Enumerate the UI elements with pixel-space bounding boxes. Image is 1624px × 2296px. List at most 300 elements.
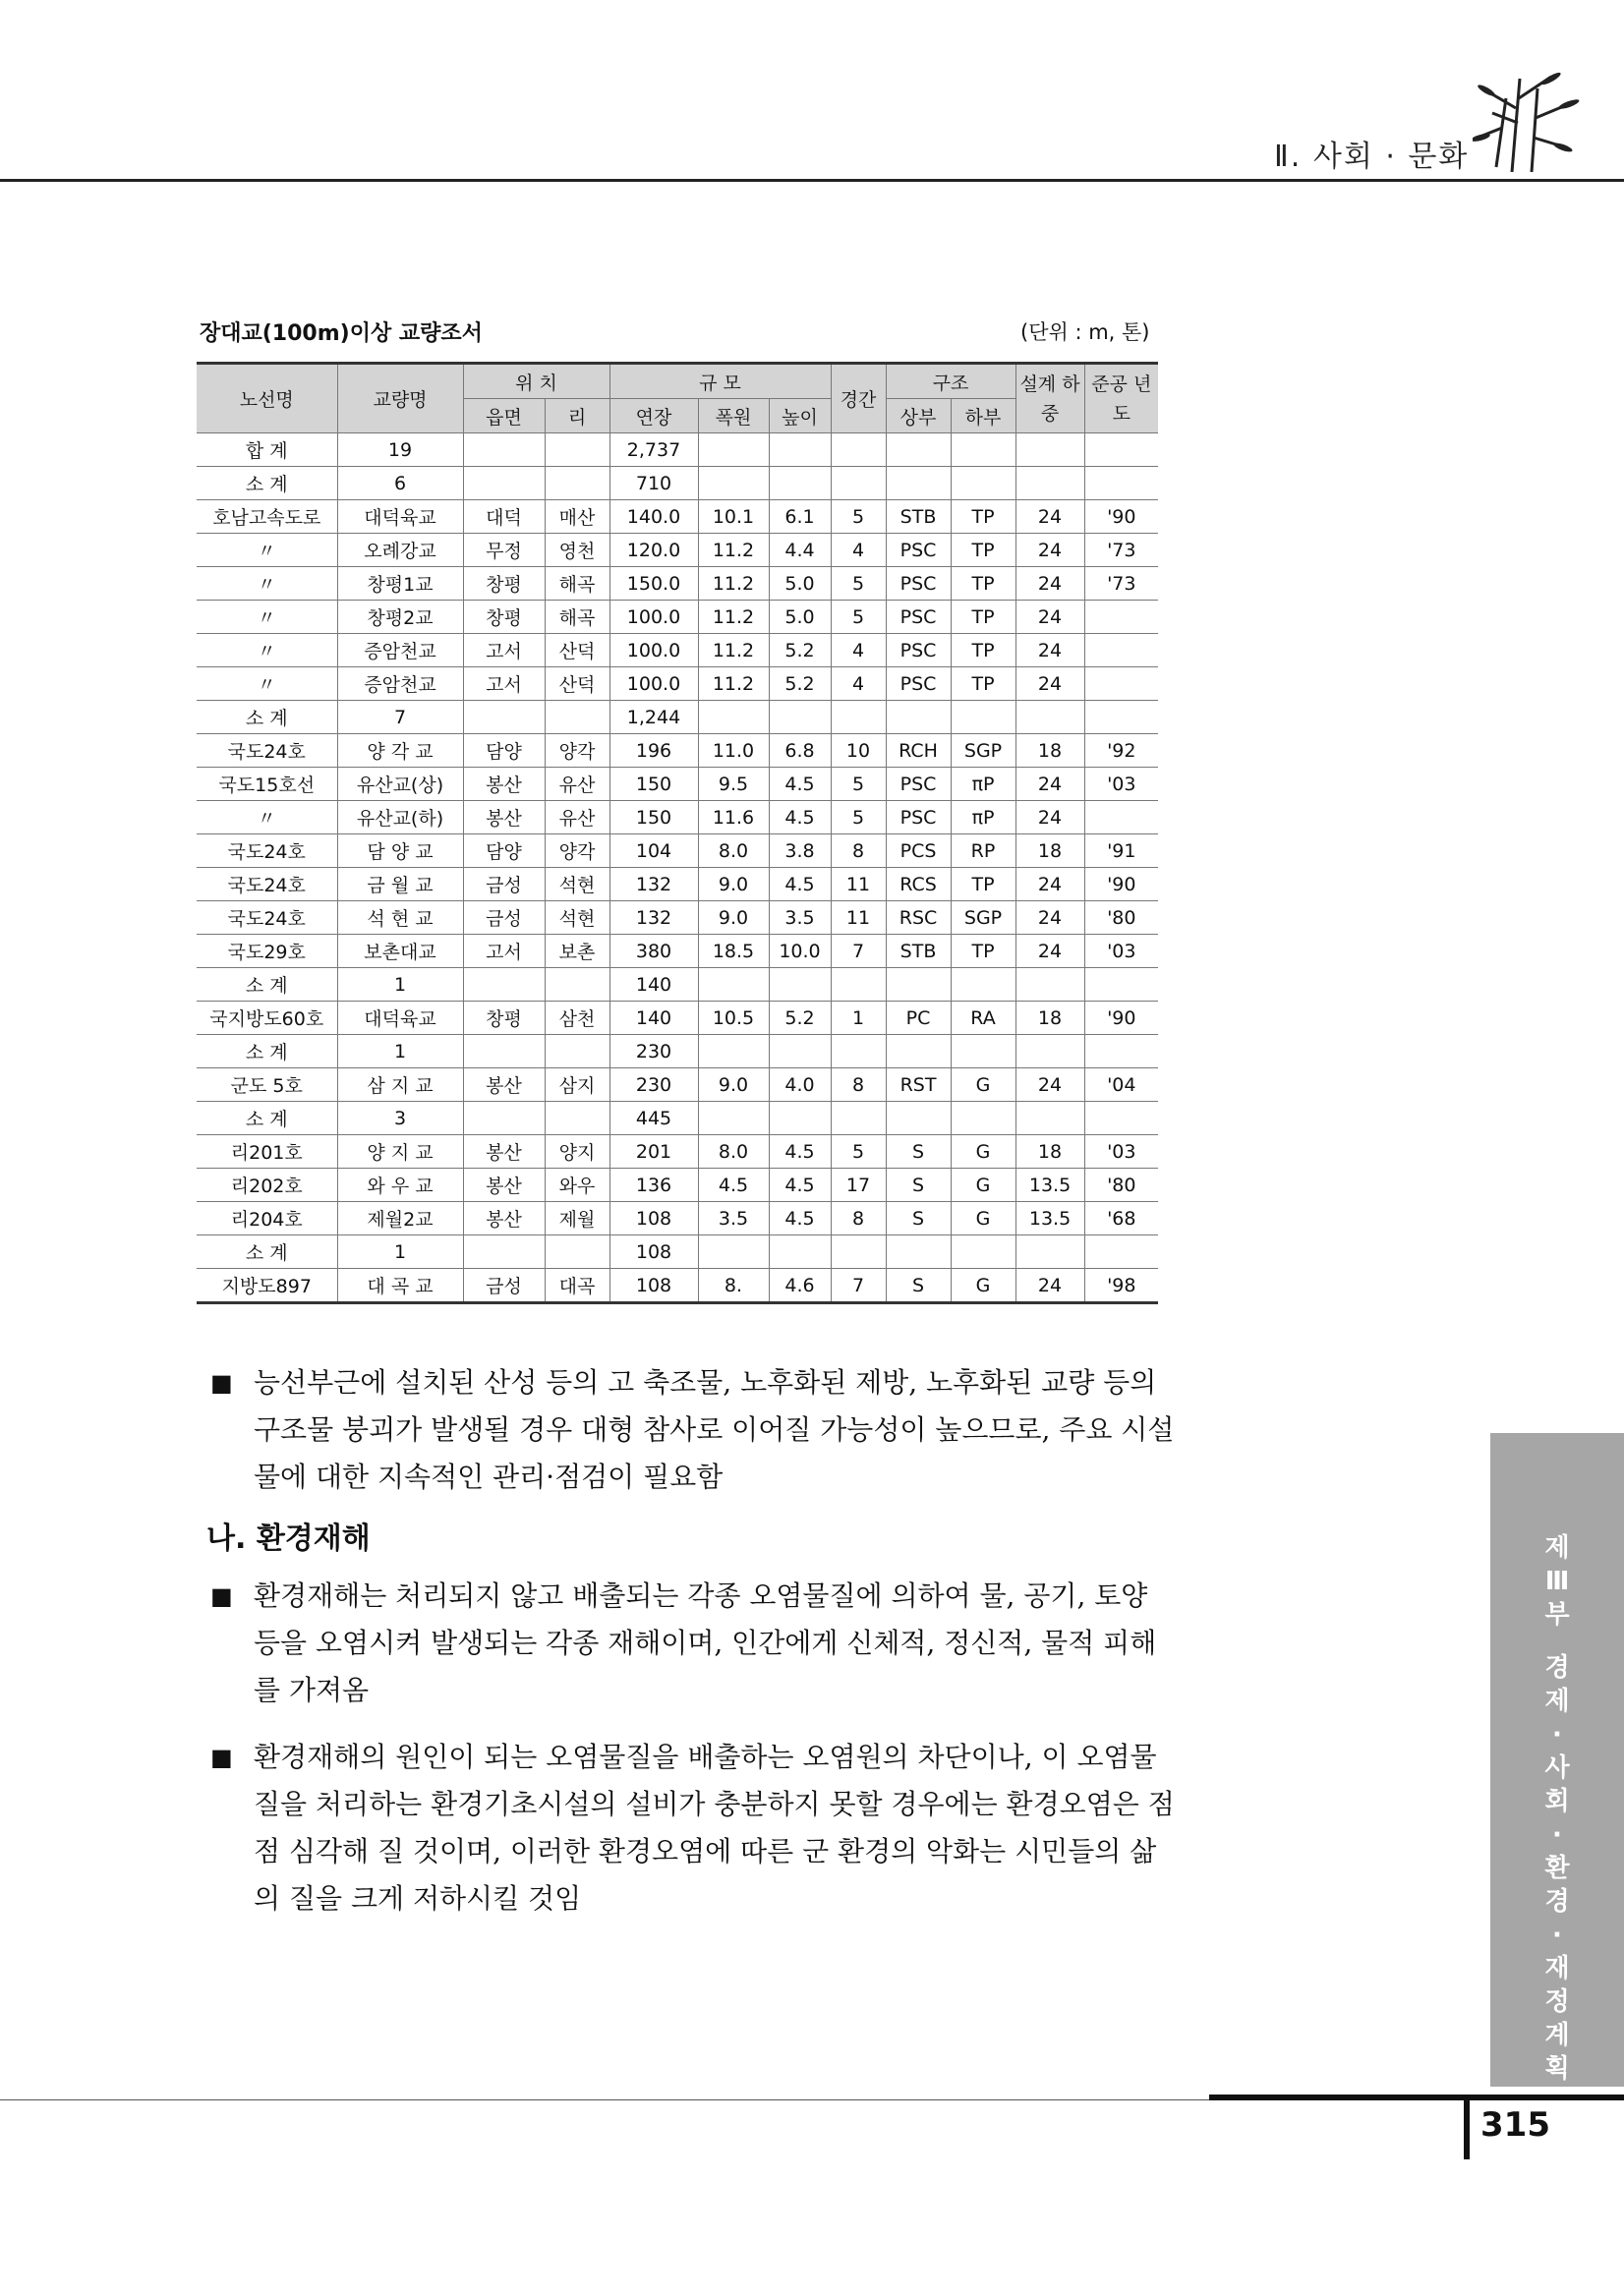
table-cell: 창평 xyxy=(463,601,545,634)
table-cell: 5 xyxy=(831,1135,886,1169)
table-row xyxy=(197,701,1158,734)
table-cell: G xyxy=(951,1269,1015,1303)
table-cell: 삼 지 교 xyxy=(337,1068,463,1102)
table-cell: πP xyxy=(951,801,1015,834)
bullet-square-icon: ■ xyxy=(210,1744,233,1771)
table-cell: 108 xyxy=(609,1235,698,1269)
table-cell: 150 xyxy=(609,801,698,834)
table-cell: 산덕 xyxy=(545,667,609,701)
table-cell: πP xyxy=(951,768,1015,801)
table-cell: 소 계 xyxy=(197,1035,337,1068)
table-cell: 120.0 xyxy=(609,534,698,567)
table-cell: 3.8 xyxy=(769,834,831,868)
table-cell: 7 xyxy=(831,1269,886,1303)
table-row xyxy=(197,1169,1158,1202)
table-cell: 4.4 xyxy=(769,534,831,567)
table-cell: '03 xyxy=(1084,935,1158,968)
table-cell: 양각 xyxy=(545,734,609,768)
table-cell: TP xyxy=(951,868,1015,901)
table-cell: 100.0 xyxy=(609,601,698,634)
table-cell xyxy=(545,968,609,1002)
table-cell xyxy=(1015,1235,1084,1269)
table-cell xyxy=(769,433,831,467)
table-cell: RSC xyxy=(886,901,951,935)
table-cell: '90 xyxy=(1084,868,1158,901)
table-cell: 삼천 xyxy=(545,1002,609,1035)
table-cell: G xyxy=(951,1068,1015,1102)
table-cell: 양 각 교 xyxy=(337,734,463,768)
table-cell: PSC xyxy=(886,667,951,701)
table-cell: 〃 xyxy=(197,801,337,834)
header-design-load: 설계 하중 xyxy=(1015,364,1084,433)
table-cell: 13.5 xyxy=(1015,1202,1084,1235)
table-cell: 3 xyxy=(337,1102,463,1135)
table-row xyxy=(197,1035,1158,1068)
table-cell: 해곡 xyxy=(545,567,609,601)
table-cell: PCS xyxy=(886,834,951,868)
table-cell xyxy=(831,968,886,1002)
table-row xyxy=(197,1235,1158,1269)
table-cell xyxy=(463,968,545,1002)
table-cell: 금성 xyxy=(463,901,545,935)
table-cell xyxy=(769,1035,831,1068)
table-cell: 대덕육교 xyxy=(337,500,463,534)
table-cell: 24 xyxy=(1015,667,1084,701)
table-cell: RST xyxy=(886,1068,951,1102)
table-cell: 국지방도60호 xyxy=(197,1002,337,1035)
table-cell: 군도 5호 xyxy=(197,1068,337,1102)
table-cell xyxy=(1084,634,1158,667)
table-cell: 고서 xyxy=(463,935,545,968)
table-cell: 11.2 xyxy=(698,634,769,667)
table-cell: RCS xyxy=(886,868,951,901)
side-tab-char xyxy=(1490,1632,1624,1651)
side-tab-char: 정 xyxy=(1544,1987,1570,2017)
table-cell: 4 xyxy=(831,534,886,567)
table-cell: 5.2 xyxy=(769,667,831,701)
table-cell: 11 xyxy=(831,868,886,901)
table-cell: 봉산 xyxy=(463,1068,545,1102)
header-width: 폭원 xyxy=(698,399,769,433)
table-cell: 리202호 xyxy=(197,1169,337,1202)
table-cell: 보촌대교 xyxy=(337,935,463,968)
header-location: 위 치 xyxy=(463,364,609,399)
table-cell: 봉산 xyxy=(463,801,545,834)
table-cell: PSC xyxy=(886,601,951,634)
table-cell xyxy=(1084,1235,1158,1269)
side-tab-char: Ⅲ xyxy=(1544,1567,1570,1596)
table-cell: 양지 xyxy=(545,1135,609,1169)
table-cell: 담양 xyxy=(463,834,545,868)
table-cell: 석현 xyxy=(545,901,609,935)
table-cell: 5 xyxy=(831,768,886,801)
table-cell: 고서 xyxy=(463,634,545,667)
table-cell: SGP xyxy=(951,901,1015,935)
table-cell xyxy=(698,433,769,467)
table-cell: 18 xyxy=(1015,834,1084,868)
page-number-bar xyxy=(1464,2100,1470,2159)
table-cell: 호남고속도로 xyxy=(197,500,337,534)
table-row xyxy=(197,1135,1158,1169)
side-tab-char: 계 xyxy=(1544,2021,1570,2050)
table-cell: 소 계 xyxy=(197,1235,337,1269)
table-cell xyxy=(1084,601,1158,634)
table-cell: 11.2 xyxy=(698,601,769,634)
table-cell: 9.0 xyxy=(698,901,769,935)
table-cell: 보촌 xyxy=(545,935,609,968)
side-tab-char: 환 xyxy=(1544,1854,1570,1883)
table-cell xyxy=(698,1035,769,1068)
table-cell xyxy=(698,1235,769,1269)
table-cell: 24 xyxy=(1015,601,1084,634)
table-cell: 대덕육교 xyxy=(337,1002,463,1035)
table-cell: 국도15호선 xyxy=(197,768,337,801)
table-cell: '92 xyxy=(1084,734,1158,768)
table-cell: 5 xyxy=(831,500,886,534)
table-cell: G xyxy=(951,1169,1015,1202)
table-cell: 창평1교 xyxy=(337,567,463,601)
table-cell xyxy=(886,1235,951,1269)
table-cell: 〃 xyxy=(197,601,337,634)
table-row xyxy=(197,1102,1158,1135)
table-cell xyxy=(1084,1102,1158,1135)
table-cell xyxy=(769,968,831,1002)
table-cell: '80 xyxy=(1084,1169,1158,1202)
table-cell: 380 xyxy=(609,935,698,968)
table-cell xyxy=(769,1102,831,1135)
table-cell: 소 계 xyxy=(197,467,337,500)
table-cell xyxy=(831,701,886,734)
table-cell: 창평2교 xyxy=(337,601,463,634)
header-ri: 리 xyxy=(545,399,609,433)
table-cell xyxy=(831,1235,886,1269)
table-row xyxy=(197,968,1158,1002)
table-cell: 10.0 xyxy=(769,935,831,968)
table-cell: 8 xyxy=(831,1202,886,1235)
table-cell: STB xyxy=(886,935,951,968)
table-cell xyxy=(886,701,951,734)
paragraph-1: 능선부근에 설치된 산성 등의 고 축조물, 노후화된 제방, 노후화된 교량 등의 구조물 붕괴가 발생될 경우 대형 참사로 이어질 가능성이 높으므로, 주요 시설물에 대한 지속적인 관리·점검이 필요함 xyxy=(254,1366,1175,1493)
table-cell: '04 xyxy=(1084,1068,1158,1102)
table-cell: 6.1 xyxy=(769,500,831,534)
table-cell: 금성 xyxy=(463,868,545,901)
table-cell: 8. xyxy=(698,1269,769,1303)
table-row xyxy=(197,467,1158,500)
table-cell: 4.0 xyxy=(769,1068,831,1102)
side-tab-char: 획 xyxy=(1544,2054,1570,2084)
table-cell: 24 xyxy=(1015,567,1084,601)
table-cell: PC xyxy=(886,1002,951,1035)
table-cell: 5 xyxy=(831,601,886,634)
table-row xyxy=(197,901,1158,935)
table-cell: 1 xyxy=(337,968,463,1002)
table-cell: 리201호 xyxy=(197,1135,337,1169)
table-cell: 24 xyxy=(1015,634,1084,667)
table-cell: 24 xyxy=(1015,901,1084,935)
table-cell: 445 xyxy=(609,1102,698,1135)
table-cell: 1 xyxy=(831,1002,886,1035)
table-cell: 140 xyxy=(609,968,698,1002)
table-cell xyxy=(769,1235,831,1269)
table-cell: 리204호 xyxy=(197,1202,337,1235)
table-cell xyxy=(1015,1035,1084,1068)
table-cell xyxy=(951,968,1015,1002)
table-cell: 봉산 xyxy=(463,1135,545,1169)
table-row xyxy=(197,1269,1158,1303)
table-cell: 4.6 xyxy=(769,1269,831,1303)
table-cell: 와우 xyxy=(545,1169,609,1202)
table-cell: 유산 xyxy=(545,801,609,834)
paragraph-3: 환경재해의 원인이 되는 오염물질을 배출하는 오염원의 차단이나, 이 오염물질을 처리하는 환경기초시설의 설비가 충분하지 못할 경우에는 환경오염은 점점 심각해 질 것이며, 이러한 환경오염에 따른 군 환경의 악화는 시민들의 삶의 질을 크게 저하시킬 것임 xyxy=(254,1741,1175,1915)
table-cell: 대덕 xyxy=(463,500,545,534)
footer-rule-bold xyxy=(1209,2095,1624,2100)
table-cell xyxy=(769,467,831,500)
table-cell: 136 xyxy=(609,1169,698,1202)
table-row xyxy=(197,734,1158,768)
table-cell xyxy=(1015,1102,1084,1135)
table-cell: G xyxy=(951,1135,1015,1169)
table-cell xyxy=(463,1235,545,1269)
table-cell: 104 xyxy=(609,834,698,868)
table-cell xyxy=(463,467,545,500)
table-row xyxy=(197,801,1158,834)
table-cell: 18.5 xyxy=(698,935,769,968)
table-title: 장대교(100m)이상 교량조서 xyxy=(200,321,483,346)
table-cell xyxy=(1084,1035,1158,1068)
table-row xyxy=(197,567,1158,601)
table-cell: 140 xyxy=(609,1002,698,1035)
table-row xyxy=(197,1068,1158,1102)
paragraph-3-block xyxy=(210,1734,1178,1923)
table-cell: 해곡 xyxy=(545,601,609,634)
table-cell xyxy=(463,701,545,734)
table-cell: '68 xyxy=(1084,1202,1158,1235)
table-cell: 대 곡 교 xyxy=(337,1269,463,1303)
table-cell: 합 계 xyxy=(197,433,337,467)
table-cell: 4.5 xyxy=(769,1202,831,1235)
table-cell: 5.2 xyxy=(769,1002,831,1035)
table-cell: 4.5 xyxy=(769,868,831,901)
header-structure: 구조 xyxy=(886,364,1015,399)
table-cell xyxy=(463,1035,545,1068)
table-cell: RP xyxy=(951,834,1015,868)
table-cell: 100.0 xyxy=(609,634,698,667)
header-lower: 하부 xyxy=(951,399,1015,433)
table-cell: 양각 xyxy=(545,834,609,868)
side-tab-char: 재 xyxy=(1544,1954,1570,1983)
table-cell: 710 xyxy=(609,467,698,500)
table-cell: 10 xyxy=(831,734,886,768)
bridge-table xyxy=(197,362,1158,1304)
table-cell: 11.2 xyxy=(698,534,769,567)
table-cell: '90 xyxy=(1084,500,1158,534)
table-cell: 24 xyxy=(1015,868,1084,901)
table-cell: 8.0 xyxy=(698,834,769,868)
table-cell: 18 xyxy=(1015,734,1084,768)
table-cell: 〃 xyxy=(197,634,337,667)
table-cell xyxy=(1015,467,1084,500)
table-cell: 4 xyxy=(831,667,886,701)
table-cell: 4 xyxy=(831,634,886,667)
table-cell: 24 xyxy=(1015,935,1084,968)
table-cell: 국도29호 xyxy=(197,935,337,968)
table-cell: TP xyxy=(951,935,1015,968)
table-cell xyxy=(951,467,1015,500)
header-rule xyxy=(0,179,1624,182)
table-cell: 5.2 xyxy=(769,634,831,667)
section-header: Ⅱ. 사회 · 문화 xyxy=(1274,140,1470,174)
table-cell: 석현 xyxy=(545,868,609,901)
table-cell: 금 월 교 xyxy=(337,868,463,901)
table-cell: PSC xyxy=(886,567,951,601)
table-cell: 10.1 xyxy=(698,500,769,534)
table-cell xyxy=(698,467,769,500)
table-cell: 지방도897 xyxy=(197,1269,337,1303)
table-cell: 6.8 xyxy=(769,734,831,768)
table-cell: 18 xyxy=(1015,1135,1084,1169)
table-cell xyxy=(886,968,951,1002)
table-cell xyxy=(1084,433,1158,467)
table-cell: S xyxy=(886,1169,951,1202)
table-cell: 230 xyxy=(609,1068,698,1102)
section-heading: 나. 환경재해 xyxy=(206,1521,371,1556)
table-cell: '91 xyxy=(1084,834,1158,868)
table-cell: 7 xyxy=(337,701,463,734)
table-cell: 유산 xyxy=(545,768,609,801)
table-cell: 산덕 xyxy=(545,634,609,667)
table-cell: 창평 xyxy=(463,1002,545,1035)
table-cell: TP xyxy=(951,601,1015,634)
table-cell: 국도24호 xyxy=(197,834,337,868)
table-cell: 1,244 xyxy=(609,701,698,734)
table-cell: S xyxy=(886,1202,951,1235)
table-cell: 2,737 xyxy=(609,433,698,467)
table-cell: RA xyxy=(951,1002,1015,1035)
table-cell: 17 xyxy=(831,1169,886,1202)
table-cell: 대곡 xyxy=(545,1269,609,1303)
table-cell: TP xyxy=(951,567,1015,601)
side-tab-char: · xyxy=(1552,1820,1562,1850)
table-row xyxy=(197,1202,1158,1235)
table-cell: 24 xyxy=(1015,534,1084,567)
side-tab-char: 경 xyxy=(1544,1653,1570,1683)
table-cell: 금성 xyxy=(463,1269,545,1303)
side-tab-char: 회 xyxy=(1544,1787,1570,1816)
table-row xyxy=(197,834,1158,868)
table-body xyxy=(197,433,1158,1303)
table-cell: 24 xyxy=(1015,1269,1084,1303)
table-cell xyxy=(1084,701,1158,734)
table-cell xyxy=(545,1102,609,1135)
table-cell: 100.0 xyxy=(609,667,698,701)
paragraph-2-block xyxy=(210,1573,1178,1714)
table-cell: '03 xyxy=(1084,768,1158,801)
table-cell: 132 xyxy=(609,901,698,935)
table-cell: 108 xyxy=(609,1202,698,1235)
table-cell xyxy=(831,467,886,500)
table-cell: 제월2교 xyxy=(337,1202,463,1235)
side-tab-char: 부 xyxy=(1544,1600,1570,1630)
table-cell xyxy=(951,1102,1015,1135)
table-cell: 8 xyxy=(831,1068,886,1102)
table-cell xyxy=(769,701,831,734)
table-cell: 230 xyxy=(609,1035,698,1068)
table-cell: 7 xyxy=(831,935,886,968)
table-row xyxy=(197,1002,1158,1035)
table-cell: SGP xyxy=(951,734,1015,768)
table-cell xyxy=(951,1035,1015,1068)
table-cell: 유산교(하) xyxy=(337,801,463,834)
table-cell: 6 xyxy=(337,467,463,500)
table-cell: '03 xyxy=(1084,1135,1158,1169)
table-cell xyxy=(698,701,769,734)
header-length: 연장 xyxy=(609,399,698,433)
table-row xyxy=(197,433,1158,467)
table-cell xyxy=(1084,968,1158,1002)
table-cell: 9.0 xyxy=(698,1068,769,1102)
table-cell: 〃 xyxy=(197,667,337,701)
table-cell: 담양 xyxy=(463,734,545,768)
table-cell: 1 xyxy=(337,1035,463,1068)
table-cell: 108 xyxy=(609,1269,698,1303)
table-cell: 매산 xyxy=(545,500,609,534)
table-cell: 고서 xyxy=(463,667,545,701)
side-tab-char: · xyxy=(1552,1720,1562,1750)
table-cell: G xyxy=(951,1202,1015,1235)
table-cell: 4.5 xyxy=(769,801,831,834)
table-cell: 5.0 xyxy=(769,567,831,601)
side-tab-char: 제 xyxy=(1544,1687,1570,1716)
table-cell: 제월 xyxy=(545,1202,609,1235)
table-cell: 201 xyxy=(609,1135,698,1169)
table-cell: PSC xyxy=(886,801,951,834)
table-cell: 국도24호 xyxy=(197,734,337,768)
table-cell: TP xyxy=(951,500,1015,534)
header-height: 높이 xyxy=(769,399,831,433)
table-cell: 11.0 xyxy=(698,734,769,768)
header-bridge: 교량명 xyxy=(337,364,463,433)
table-cell: 유산교(상) xyxy=(337,768,463,801)
table-cell xyxy=(545,1235,609,1269)
table-cell: 봉산 xyxy=(463,768,545,801)
table-cell xyxy=(951,701,1015,734)
table-cell: '73 xyxy=(1084,534,1158,567)
table-cell: 19 xyxy=(337,433,463,467)
chapter-side-tab xyxy=(1490,1433,1624,2087)
page-number: 315 xyxy=(1480,2105,1550,2145)
table-cell: 1 xyxy=(337,1235,463,1269)
table-cell xyxy=(1015,701,1084,734)
table-cell: 소 계 xyxy=(197,1102,337,1135)
table-cell: 24 xyxy=(1015,768,1084,801)
table-cell: 소 계 xyxy=(197,968,337,1002)
table-cell: '80 xyxy=(1084,901,1158,935)
table-cell xyxy=(1084,801,1158,834)
table-cell: 국도24호 xyxy=(197,901,337,935)
table-cell xyxy=(1084,667,1158,701)
header-scale: 규 모 xyxy=(609,364,831,399)
table-cell xyxy=(545,467,609,500)
table-cell: 140.0 xyxy=(609,500,698,534)
table-cell xyxy=(886,433,951,467)
table-cell: 〃 xyxy=(197,567,337,601)
header-span: 경간 xyxy=(831,364,886,433)
table-cell: 무정 xyxy=(463,534,545,567)
table-cell: 8 xyxy=(831,834,886,868)
table-cell: 150.0 xyxy=(609,567,698,601)
table-cell xyxy=(545,433,609,467)
table-cell: TP xyxy=(951,534,1015,567)
